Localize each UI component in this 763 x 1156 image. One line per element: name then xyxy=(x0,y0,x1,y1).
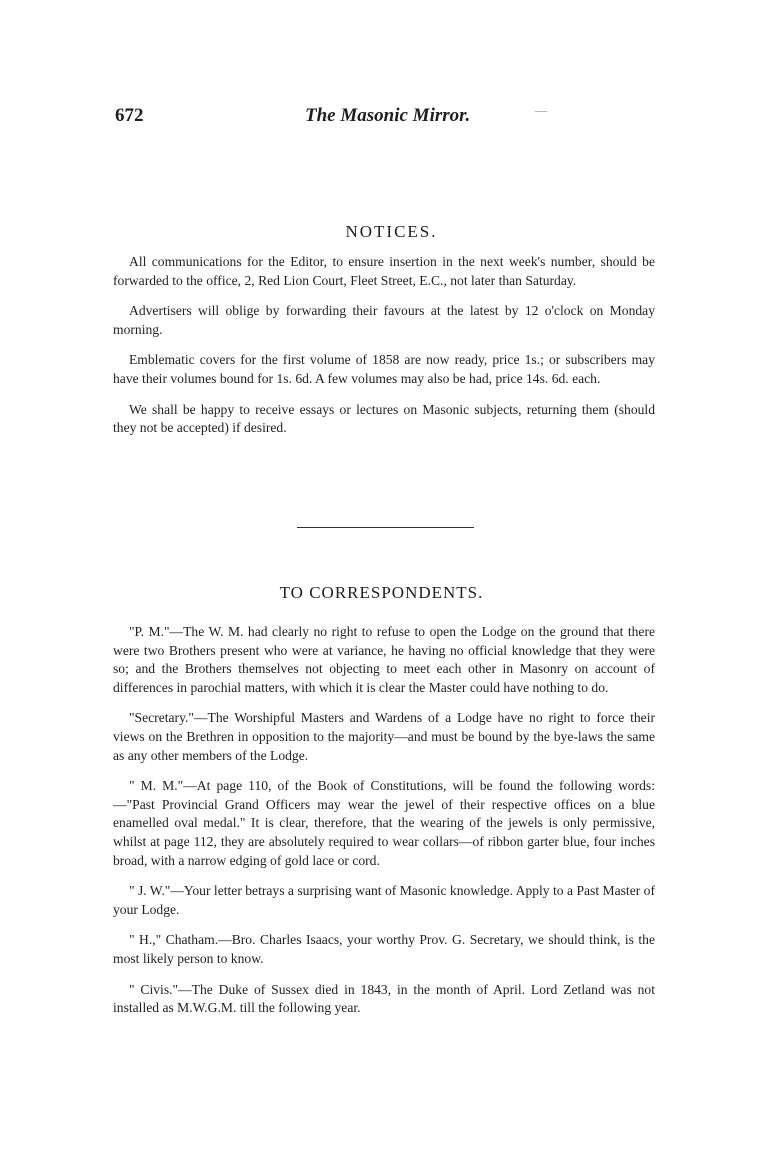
header-mark: — xyxy=(535,103,547,117)
correspondents-heading: TO CORRESPONDENTS. xyxy=(279,583,484,602)
correspondents-section xyxy=(113,623,655,1030)
notice-paragraph: We shall be happy to receive essays or lectures on Masonic subjects, returning them (should they not be accepted) if desired. xyxy=(113,401,655,436)
page-number: 672 xyxy=(115,105,144,126)
notices-section xyxy=(113,253,655,450)
correspondent-paragraph: "P. M."—The W. M. had clearly no right to refuse to open the Lodge on the ground that there were two Brothers present who were at variance, he having no official knowledge that they were so; and the Brothers themselves not objecting to meet each other in Masonry on account of differences in parochial matters, with which it is clear the Master could have nothing to do. xyxy=(113,624,655,695)
correspondent-paragraph: " J. W."—Your letter betrays a surprising want of Masonic knowledge. Apply to a Past Master of your Lodge. xyxy=(113,883,655,917)
notice-paragraph: Advertisers will oblige by forwarding their favours at the latest by 12 o'clock on Monday morning. xyxy=(113,303,655,337)
running-header xyxy=(115,105,655,133)
section-divider xyxy=(297,527,474,528)
notice-paragraph: All communications for the Editor, to ensure insertion in the next week's number, should be forwarded to the office, 2, Red Lion Court, Fleet Street, E.C., not later than Saturday. xyxy=(113,254,655,288)
correspondent-paragraph: "Secretary."—The Worshipful Masters and Wardens of a Lodge have no right to force their views on the Brethren in opposition to the majority—and must be bound by the bye-laws the same as any other members of the Lodge. xyxy=(113,710,655,763)
running-title: The Masonic Mirror. xyxy=(305,105,471,126)
notice-paragraph: Emblematic covers for the first volume of 1858 are now ready, price 1s.; or subscribers may have their volumes bound for 1s. 6d. A few volumes may also be had, price 14s. 6d. each. xyxy=(113,352,655,386)
correspondent-paragraph: " M. M."—At page 110, of the Book of Constitutions, will be found the following words:—"Past Provincial Grand Officers may wear the jewel of their respective offices on a blue enamelled oval medal." It is clear, therefore, that the wearing of the jewels is only permissive, whilst at page 112, they are absolutely required to wear collars—of ribbon garter blue, four inches broad, with a narrow edging of gold lace or cord. xyxy=(113,778,655,868)
correspondent-paragraph: " Civis."—The Duke of Sussex died in 1843, in the month of April. Lord Zetland was not installed as M.W.G.M. till the following year. xyxy=(113,981,655,1016)
notices-heading: NOTICES. xyxy=(345,222,438,241)
correspondent-paragraph: " H.," Chatham.—Bro. Charles Isaacs, your worthy Prov. G. Secretary, we should think, is the most likely person to know. xyxy=(113,932,655,966)
